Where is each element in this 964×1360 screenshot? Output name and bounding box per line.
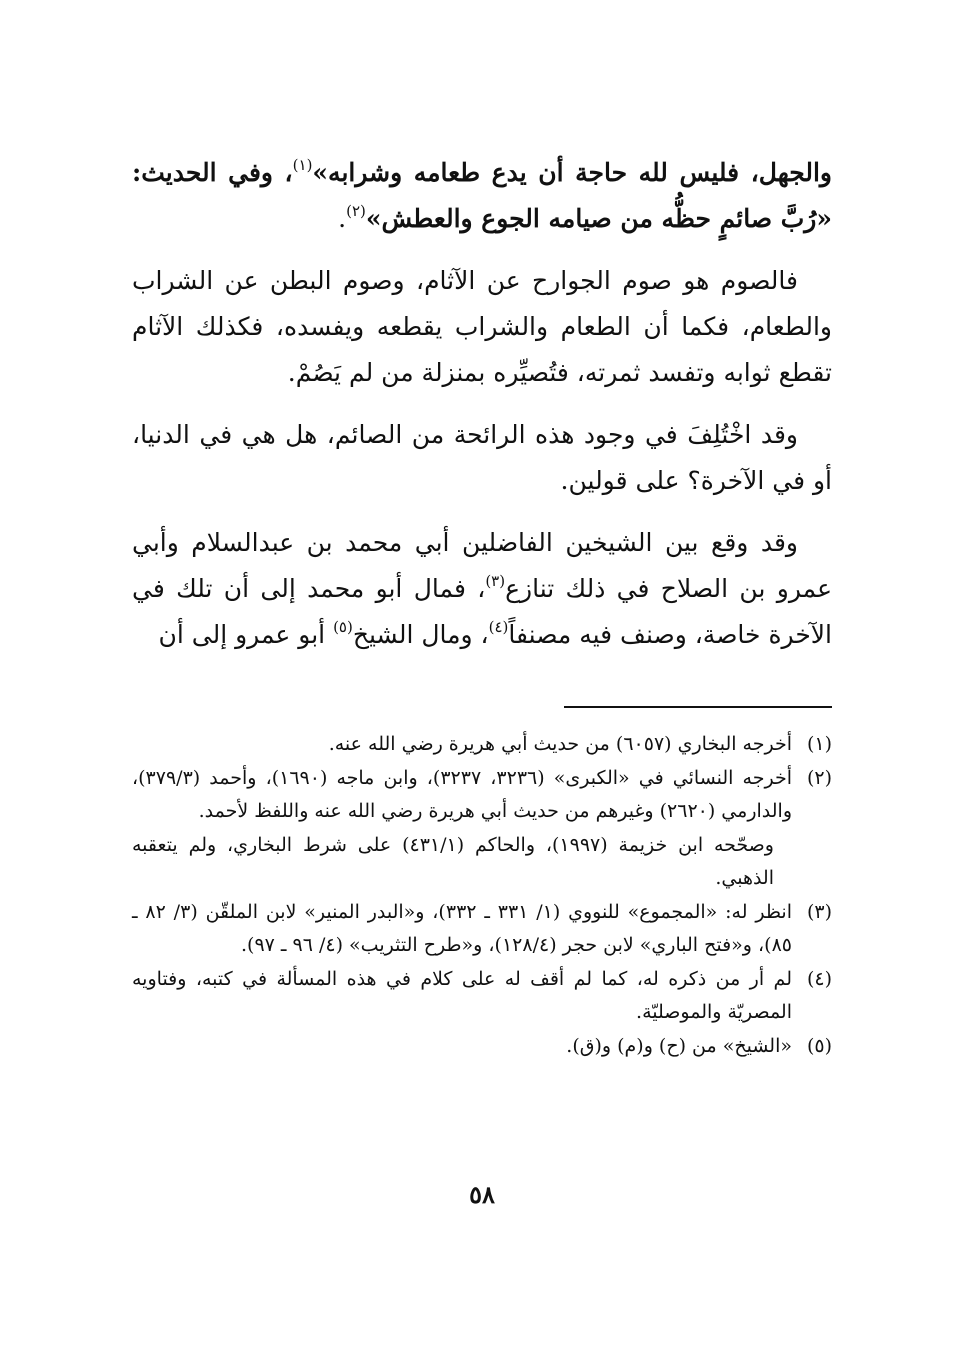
paragraph-2: فالصوم هو صوم الجوارح عن الآثام، وصوم البطن عن الشراب والطعام، فكما أن الطعام والشراب يقطعه ويفسده، فكذلك الآثام تقطع ثوابه وتفسد ثمرته، فتُصيِّره بمنزلة من لم يَصُمْ.	[132, 266, 832, 387]
footnote-number: (٥)	[806, 1034, 832, 1057]
footnote-ref-5[interactable]: (٥)	[333, 618, 353, 636]
footnote-2	[132, 762, 832, 829]
footnote-ref-1[interactable]: (١)	[292, 156, 313, 174]
main-text	[132, 150, 832, 674]
footnote-2-continuation: وصحّحه ابن خزيمة (١٩٩٧)، والحاكم (٤٣١/١) على شرط البخاري، ولم يتعقبه الذهبي.	[132, 833, 774, 889]
footnotes	[132, 728, 832, 1063]
footnote-text: أخرجه البخاري (٦٠٥٧) من حديث أبي هريرة رضي الله عنه.	[328, 733, 792, 755]
footnote-text: لم أر من ذكره له، كما لم أقف له على كلام في هذه المسألة في كتبه، وفتاويه المصريّة والموصليّة.	[132, 967, 792, 1023]
footnote-text: انظر له: «المجموع» للنووي (١/ ٣٣١ ـ ٣٣٢)، و«البدر المنير» لابن الملقّن (٣/ ٨٢ ـ ٨٥)، و«فتح الباري» لابن حجر (١٢٨/٤)، و«طرح التثريب» (٤/ ٩٦ ـ ٩٧).	[132, 900, 792, 956]
page-number: ٥٨	[469, 1180, 495, 1209]
footnote-divider	[564, 706, 832, 708]
paragraph-4-part-a: وقد وقع بين الشيخين الفاضلين أبي محمد بن عبدالسلام وأبي عمرو بن الصلاح في ذلك تنازع	[132, 528, 832, 603]
footnote-ref-4[interactable]: (٤)	[488, 618, 509, 636]
paragraph-4-part-d: أبو عمرو إلى أن	[158, 620, 334, 649]
paragraph-4-part-c: ، ومال الشيخ	[352, 620, 489, 649]
footnote-ref-2[interactable]: (٢)	[346, 202, 366, 220]
footnote-3	[132, 896, 832, 963]
paragraph-end: .	[338, 204, 347, 233]
paragraph-4-part-b: ، فمال أبو محمد إلى أن تلك في الآخرة خاصة، وصنف فيه مصنفاً	[132, 574, 832, 649]
footnote-number: (٣)	[806, 900, 832, 923]
paragraph-4	[132, 520, 832, 658]
footnote-number: (٢)	[806, 766, 832, 789]
hadith-quote-2: ، وفي الحديث: «رُبَّ صائمٍ حظُّه من صيامه الجوع والعطش»	[132, 158, 832, 233]
footnote-1	[132, 728, 832, 762]
hadith-quote: والجهل، فليس لله حاجة أن يدع طعامه وشرابه»	[312, 158, 832, 187]
footnote-text: أخرجه النسائي في «الكبرى» (٣٢٣٦، ٣٢٣٧)، وابن ماجه (١٦٩٠)، وأحمد (٣٧٩/٣)، والدارمي (٢٦٢٠) وغيرهم من حديث أبي هريرة رضي الله عنه واللفظ لأحمد.	[132, 766, 792, 822]
footnote-5	[132, 1030, 832, 1064]
paragraph-1	[132, 150, 832, 242]
footnote-text: «الشيخ» من (ح) و(م) و(ق).	[566, 1034, 792, 1057]
footnote-number: (٤)	[806, 967, 832, 990]
footnote-4	[132, 963, 832, 1030]
footnote-number: (١)	[806, 733, 832, 755]
paragraph-3: وقد اخْتُلِفَ في وجود هذه الرائحة من الصائم، هل هي في الدنيا، أو في الآخرة؟ على قولين.	[132, 420, 832, 495]
footnote-ref-3[interactable]: (٣)	[485, 572, 506, 590]
